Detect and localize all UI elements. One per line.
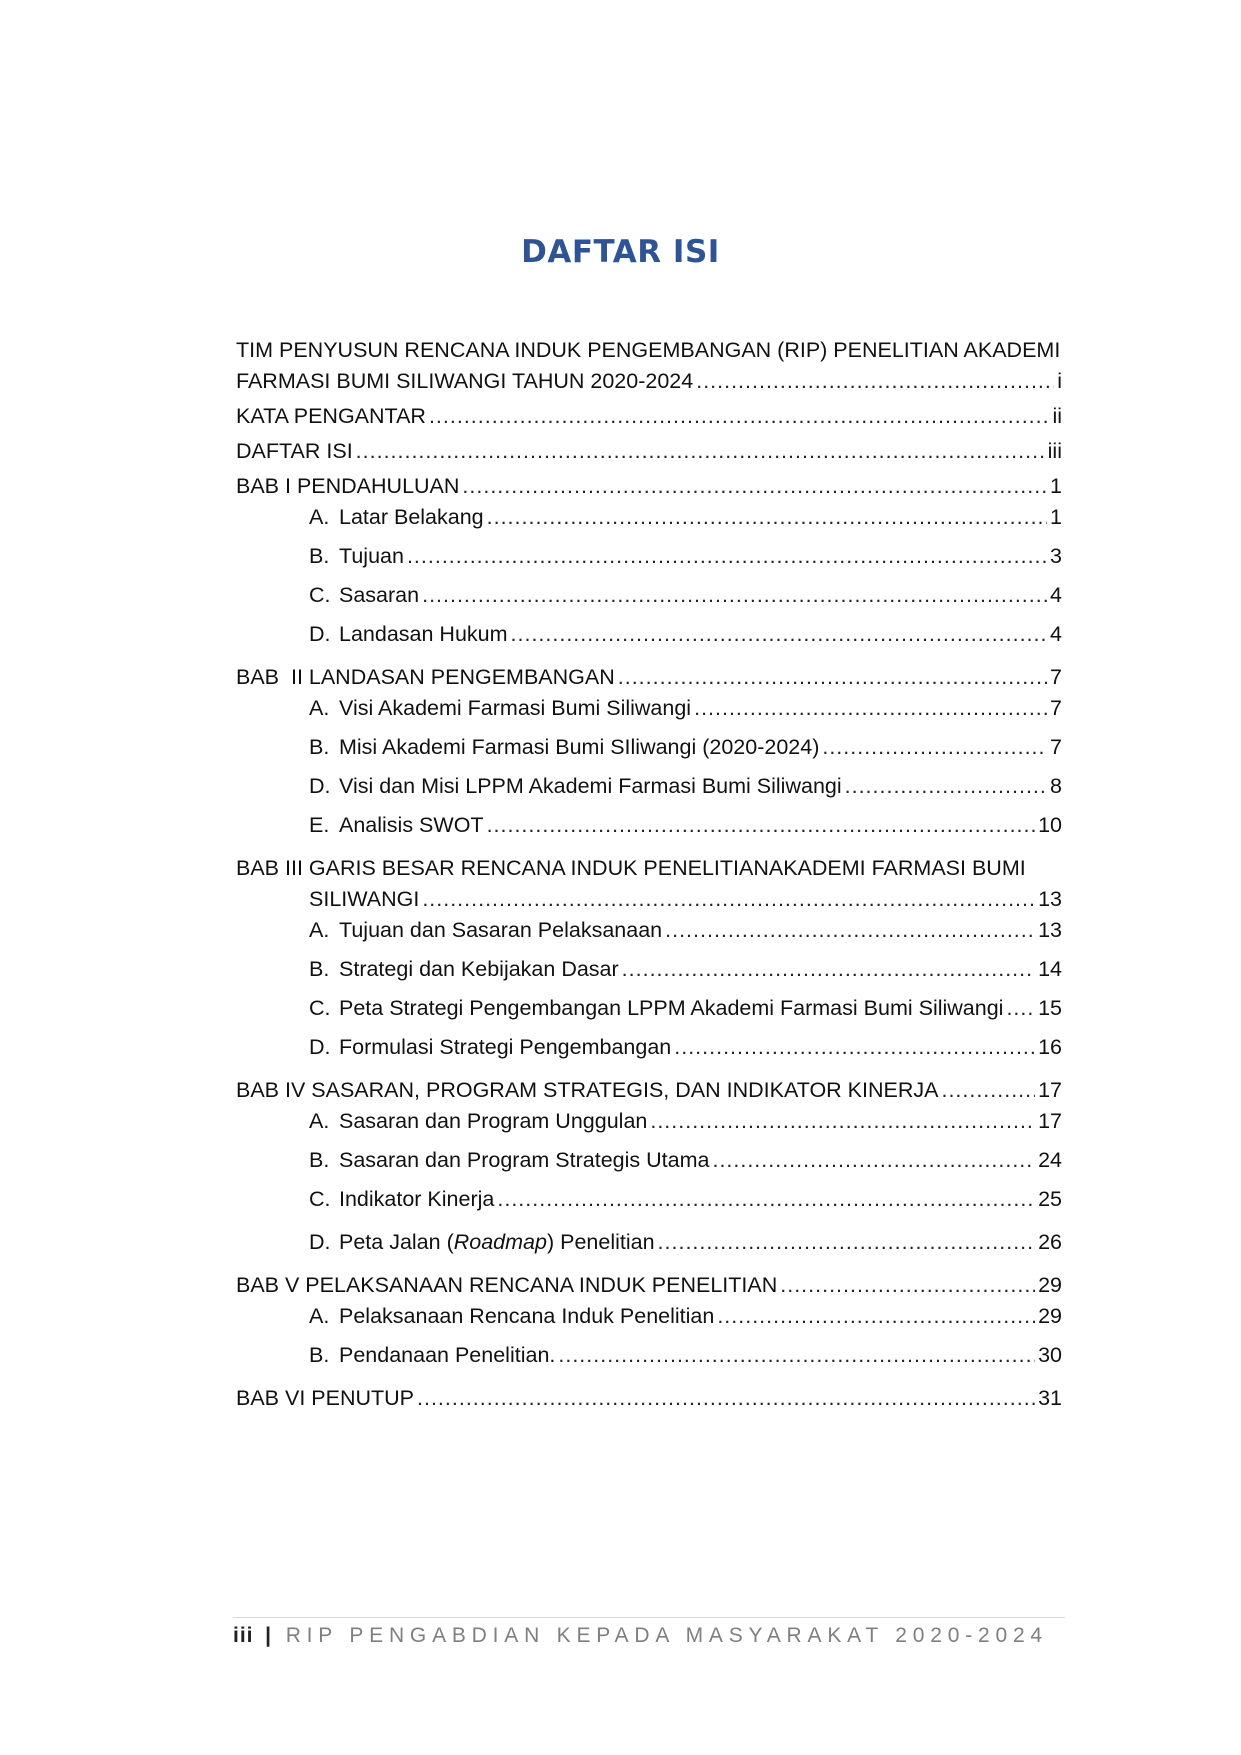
toc-subentry-text [309, 541, 404, 572]
dot-leader [429, 401, 1049, 432]
toc-subentry[interactable] [236, 915, 1062, 946]
dot-leader [487, 810, 1036, 841]
toc-subentry[interactable] [236, 993, 1062, 1024]
toc-subentry-text [309, 954, 619, 985]
toc-entry-bab-3[interactable] [236, 853, 1062, 915]
toc-subentry-label: Visi Akademi Farmasi Bumi Siliwangi [339, 696, 692, 720]
toc-entry-text: BAB I PENDAHULUAN [236, 474, 460, 498]
toc-subentry[interactable] [236, 502, 1062, 533]
dot-leader [622, 954, 1035, 985]
toc-entry-text: FARMASI BUMI SILIWANGI TAHUN 2020-2024 [236, 369, 694, 393]
toc-subentry-label: Tujuan dan Sasaran Pelaksanaan [339, 918, 663, 942]
footer-page-number: iii [233, 1624, 254, 1647]
toc-entry-bab-2[interactable] [236, 662, 1062, 693]
dot-leader [487, 502, 1047, 533]
toc-subentry-letter: A. [309, 1304, 330, 1328]
dot-leader [650, 1106, 1035, 1137]
dot-leader [422, 580, 1047, 611]
toc-entry-text: BAB V PELAKSANAAN RENCANA INDUK PENELITIAN [236, 1273, 778, 1297]
dot-leader [422, 884, 1035, 915]
toc-page-number: 25 [1038, 1187, 1062, 1211]
toc-page-number: 31 [1038, 1386, 1062, 1410]
toc-entry-text: BAB VI PENUTUP [236, 1386, 415, 1410]
dot-leader [511, 619, 1048, 650]
toc-subentry-label: Landasan Hukum [339, 622, 508, 646]
toc-entry-bab-4[interactable] [236, 1075, 1062, 1106]
toc-subentry-text-part: Peta Jalan ( [339, 1230, 454, 1254]
toc-subentry-letter: A. [309, 505, 330, 529]
toc-subentry-label: Latar Belakang [339, 505, 484, 529]
toc-page-number: 4 [1050, 622, 1062, 646]
toc-subentry[interactable] [236, 580, 1062, 611]
toc-entry-text: BAB III GARIS BESAR RENCANA INDUK PENELITIANAKADEMI FARMASI BUMI [236, 856, 1026, 880]
toc-page-number: 4 [1050, 583, 1062, 607]
toc-subentry-letter: B. [309, 735, 330, 759]
dot-leader [941, 1075, 1035, 1106]
toc-entry-text: TIM PENYUSUN RENCANA INDUK PENGEMBANGAN (RIP) PENELITIAN AKADEMI [236, 338, 1061, 362]
toc-subentry-text [309, 1106, 647, 1137]
toc-entry-text: DAFTAR ISI [236, 439, 353, 463]
toc-subentry-text [309, 1227, 655, 1258]
toc-subentry[interactable] [236, 693, 1062, 724]
toc-subentry-letter: D. [309, 774, 331, 798]
toc-page-number: 29 [1038, 1304, 1062, 1328]
footer-separator: | [265, 1624, 275, 1647]
toc-page-number: 7 [1050, 696, 1062, 720]
dot-leader [497, 1184, 1035, 1215]
toc-page-number: ii [1052, 404, 1062, 428]
toc-page-number: 16 [1038, 1035, 1062, 1059]
toc-page-number: 29 [1038, 1273, 1062, 1297]
toc-page-number: 1 [1050, 474, 1062, 498]
toc-subentry-text [309, 732, 819, 763]
toc-entry-text: BAB II LANDASAN PENGEMBANGAN [236, 665, 615, 689]
toc-page-number: 17 [1038, 1078, 1062, 1102]
toc-subentry-text [309, 915, 662, 946]
dot-leader [558, 1340, 1035, 1371]
toc-page-number: 3 [1050, 544, 1062, 568]
toc-subentry-text [309, 580, 419, 611]
toc-subentry-label: Tujuan [339, 544, 404, 568]
toc-subentry[interactable] [236, 771, 1062, 802]
toc-subentry-text [309, 693, 691, 724]
toc-subentry[interactable] [236, 1227, 1062, 1258]
toc-page-number: 13 [1038, 887, 1062, 911]
toc-subentry[interactable] [236, 1301, 1062, 1332]
toc-subentry-letter: A. [309, 918, 330, 942]
toc-page-number: 14 [1038, 957, 1062, 981]
dot-leader [822, 732, 1047, 763]
dot-leader [845, 771, 1047, 802]
dot-leader [1006, 993, 1035, 1024]
toc-subentry-label: Sasaran dan Program Strategis Utama [339, 1148, 710, 1172]
toc-page-number: 8 [1050, 774, 1062, 798]
toc-entry-kata-pengantar[interactable] [236, 401, 1062, 432]
footer-rule [233, 1617, 1065, 1618]
toc-subentry-label: Visi dan Misi LPPM Akademi Farmasi Bumi Siliwangi [339, 774, 842, 798]
toc-page-number: i [1057, 369, 1062, 393]
toc-subentry[interactable] [236, 619, 1062, 650]
dot-leader [407, 541, 1047, 572]
toc-page-number: 26 [1038, 1230, 1062, 1254]
toc-subentry-label: Pelaksanaan Rencana Induk Penelitian [339, 1304, 715, 1328]
toc-subentry-text-part: ) Penelitian [546, 1230, 655, 1254]
toc-subentry[interactable] [236, 1106, 1062, 1137]
page-title: DAFTAR ISI [521, 234, 720, 270]
toc-subentry-text [309, 1032, 671, 1063]
toc-subentry-label: Sasaran dan Program Unggulan [339, 1109, 648, 1133]
toc-page-number: iii [1047, 439, 1062, 463]
toc-subentry-text [309, 1184, 494, 1215]
toc-page-number: 30 [1038, 1343, 1062, 1367]
toc-subentry-text [309, 810, 484, 841]
dot-leader [618, 662, 1047, 693]
toc-entry-text: BAB IV SASARAN, PROGRAM STRATEGIS, DAN INDIKATOR KINERJA [236, 1078, 939, 1102]
toc-subentry-letter: D. [309, 1035, 331, 1059]
toc-subentry-letter: C. [309, 1187, 331, 1211]
toc-subentry-text [309, 1145, 709, 1176]
toc-entry-text: KATA PENGANTAR [236, 404, 426, 428]
toc-subentry-letter: E. [309, 813, 330, 837]
toc-subentry-text [309, 502, 484, 533]
toc-page-number: 15 [1038, 996, 1062, 1020]
toc-subentry[interactable] [236, 541, 1062, 572]
toc-subentry-text [309, 771, 842, 802]
toc-subentry-letter: D. [309, 1230, 331, 1254]
toc-subentry-label: Sasaran [339, 583, 420, 607]
dot-leader [658, 1227, 1036, 1258]
toc-subentry-text [309, 1301, 714, 1332]
footer [233, 1624, 1048, 1648]
toc-subentry[interactable] [236, 810, 1062, 841]
toc-subentry-text [309, 619, 508, 650]
toc-entry-bab-6[interactable] [236, 1383, 1062, 1414]
toc-subentry[interactable] [236, 1032, 1062, 1063]
toc-subentry-letter: B. [309, 544, 330, 568]
toc-subentry-label: Misi Akademi Farmasi Bumi SIliwangi (2020-2024) [339, 735, 820, 759]
table-of-contents [236, 335, 1062, 1414]
dot-leader [356, 436, 1045, 467]
toc-subentry-text [309, 1340, 555, 1371]
toc-subentry[interactable] [236, 1184, 1062, 1215]
dot-leader [665, 915, 1035, 946]
toc-subentry-letter: B. [309, 1148, 330, 1172]
toc-subentry-letter: A. [309, 696, 330, 720]
toc-subentry-label: Peta Strategi Pengembangan LPPM Akademi Farmasi Bumi Siliwangi [339, 996, 1004, 1020]
dot-leader [674, 1032, 1035, 1063]
toc-subentry-letter: D. [309, 622, 331, 646]
toc-subentry-label: Analisis SWOT [339, 813, 484, 837]
toc-subentry[interactable] [236, 954, 1062, 985]
toc-page-number: 24 [1038, 1148, 1062, 1172]
toc-subentry-italic: Roadmap [453, 1230, 547, 1254]
toc-page-number: 1 [1050, 505, 1062, 529]
toc-subentry-label: Indikator Kinerja [339, 1187, 495, 1211]
footer-title: RIP PENGABDIAN KEPADA MASYARAKAT 2020-2024 [285, 1624, 1048, 1647]
dot-leader [417, 1383, 1035, 1414]
toc-entry-bab-5[interactable] [236, 1270, 1062, 1301]
toc-subentry-label: Pendanaan Penelitian. [339, 1343, 556, 1367]
dot-leader [462, 471, 1047, 502]
toc-subentry-label: Strategi dan Kebijakan Dasar [339, 957, 619, 981]
toc-page-number: 7 [1050, 735, 1062, 759]
toc-subentry-letter: C. [309, 996, 331, 1020]
toc-entry-bab-1[interactable] [236, 471, 1062, 502]
toc-page-number: 17 [1038, 1109, 1062, 1133]
toc-subentry-letter: C. [309, 583, 331, 607]
toc-page-number: 10 [1038, 813, 1062, 837]
toc-subentry[interactable] [236, 1340, 1062, 1371]
toc-subentry[interactable] [236, 1145, 1062, 1176]
toc-subentry-label: Formulasi Strategi Pengembangan [339, 1035, 672, 1059]
dot-leader [717, 1301, 1035, 1332]
dot-leader [712, 1145, 1035, 1176]
toc-subentry-letter: B. [309, 957, 330, 981]
toc-page-number: 13 [1038, 918, 1062, 942]
toc-subentry-letter: A. [309, 1109, 330, 1133]
dot-leader [780, 1270, 1035, 1301]
toc-entry-tim-penyusun[interactable] [236, 335, 1062, 397]
toc-entry-daftar-isi[interactable] [236, 436, 1062, 467]
dot-leader [694, 693, 1047, 724]
toc-subentry[interactable] [236, 732, 1062, 763]
toc-subentry-text [309, 993, 1003, 1024]
toc-entry-text: SILIWANGI [309, 887, 420, 911]
toc-page-number: 7 [1050, 665, 1062, 689]
toc-subentry-letter: B. [309, 1343, 330, 1367]
dot-leader [696, 366, 1054, 397]
